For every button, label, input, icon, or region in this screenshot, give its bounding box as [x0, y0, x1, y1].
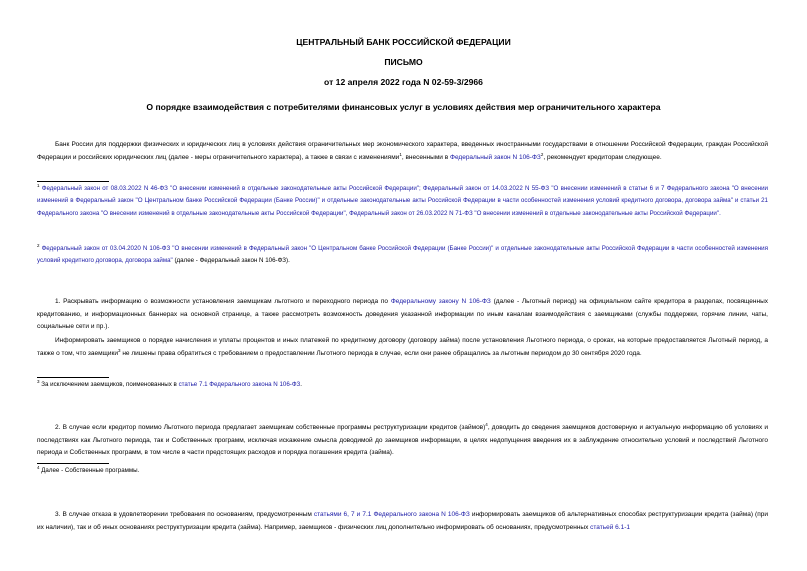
footnote-4: $^4$ Далее - Собственные программы.: [37, 464, 140, 474]
footnote-ref-1[interactable]: 1: [399, 151, 402, 157]
footnote-3: $^3$ За исключением заемщиков, поименованных в статье 7.1 Федерального закона N 106-ФЗ.: [37, 378, 303, 388]
item-1: 1. Раскрывать информацию о возможности установления заемщикам льготного и переходного периода по Федеральному закону N 106-ФЗ (далее - Льготный период) на официальном сайте кредитора в разделах, посвященных кредитованию, и информационных баннерах на основной странице, а также рассмотреть возможность доведения указанной информации по иным каналам взаимодействия с заемщиками (службы поддержки, горячие линии, чаты, социальные сети и пр.).: [37, 298, 769, 331]
org-title: ЦЕНТРАЛЬНЫЙ БАНК РОССИЙСКОЙ ФЕДЕРАЦИИ: [296, 37, 511, 47]
law-106-link[interactable]: Федеральному закону N 106-ФЗ: [390, 298, 491, 305]
article-7-1-link[interactable]: статье 7.1 Федерального закона N 106-ФЗ: [178, 381, 301, 388]
footnote-ref-2[interactable]: 2: [540, 151, 544, 157]
doc-date-number: от 12 апреля 2022 года N 02-59-3/2966: [324, 77, 483, 87]
item-2: 2. В случае если кредитор помимо Льготного периода предлагает заемщикам собственные программы реструктуризации кредитов (займов)$^4$, доводить до сведения заемщиков достоверную и актуальную информацию об условиях и последствиях как Льготного периода, так и Собственных программ, исключая искажение смысла доводимой до заемщиков информации, в целях недопущения введения их в заблуждение относительно условий и последствий Льготного периода и Собственных программ, в том числе в части предстоящих расходов и порядка погашения кредита (займа).: [37, 421, 768, 457]
footnote-1: $^1$ Федеральный закон от 08.03.2022 N 46-ФЗ "О внесении изменений в отдельные законодательные акты Российской Федерации"; Федеральный закон от 14.03.2022 N 55-ФЗ "О внесении изменений в статьи 6 и 7 Федерального закона "О внесении изменений в Федеральный закон "О Центральном банке Российской Федерации (Банке России)" и отдельные законодательные акты Российской Федерации в части особенностей изменения условий кредитного договора, договора займа" и статьи 21 Федерального закона "О внесении изменений в отдельные законодательные акты Российской Федерации", Федеральный закон от 26.03.2022 N 71-ФЗ "О внесении изменений в отдельные законодательные акты Российской Федерации".: [37, 182, 768, 217]
item-3: 3. В случае отказа в удовлетворении требования по основаниям, предусмотренным статьями 6, 7 и 7.1 Федерального закона N 106-ФЗ информировать заемщиков об альтернативных способах реструктуризации кредита (займа) (при их наличии), так и об иных основаниях реструктуризации кредита (займа). Например, заемщиков - физических лиц дополнительно информировать об основаниях, предусмотренных статьей 6.1-1: [37, 511, 768, 531]
articles-6-7-link[interactable]: статьями 6, 7 и 7.1 Федерального закона N 106-ФЗ: [313, 511, 470, 518]
intro-paragraph: Банк России для поддержки физических и юридических лиц в условиях действия ограничительных мер экономического характера, введенных иностранными государствами в отношении Российской Федерации, граждан Российской Федерации и российских юридических лиц (далее - меры ограничительного характера), а также в связи с изменениями$^1$, внесенными в Федеральный закон N $106-ФЗ^2$, рекомендует кредиторам следующее.: [37, 141, 768, 161]
footnote-divider: [37, 377, 109, 378]
item-1-paragraph-2: Информировать заемщиков о порядке начисления и уплаты процентов и иных платежей по кредитному договору (договору займа) после установления Льготного периода, о сроках, на которые предоставляется Льготный период, а также о том, что заемщики$^3$ не лишены права обратиться с требованием о предоставлении Льготного периода в случае, если они ранее обращались за льготным периодом до 30 сентября 2020 года.: [37, 337, 768, 357]
footnote-2: $^2$ Федеральный закон от 03.04.2020 N 106-ФЗ "О внесении изменений в Федеральный закон "О Центральном банке Российской Федерации (Банке России)" и отдельные законодательные акты Российской Федерации в части особенностей изменения условий кредитного договора, договора займа" (далее - Федеральный закон N 106-ФЗ).: [37, 242, 768, 265]
article-6-1-1-link[interactable]: статьей 6.1-1: [590, 523, 630, 531]
footnote-ref-3[interactable]: 3: [118, 347, 121, 353]
footnote-divider: [37, 181, 109, 182]
footnote-ref-4[interactable]: 4: [485, 421, 488, 427]
doc-type: ПИСЬМО: [384, 57, 423, 67]
doc-subject: О порядке взаимодействия с потребителями финансовых услуг в условиях действия мер ограничительного характера: [146, 102, 661, 112]
footnote-divider: [37, 463, 109, 464]
law-106-link[interactable]: Федеральный закон N 106-ФЗ: [450, 153, 541, 161]
